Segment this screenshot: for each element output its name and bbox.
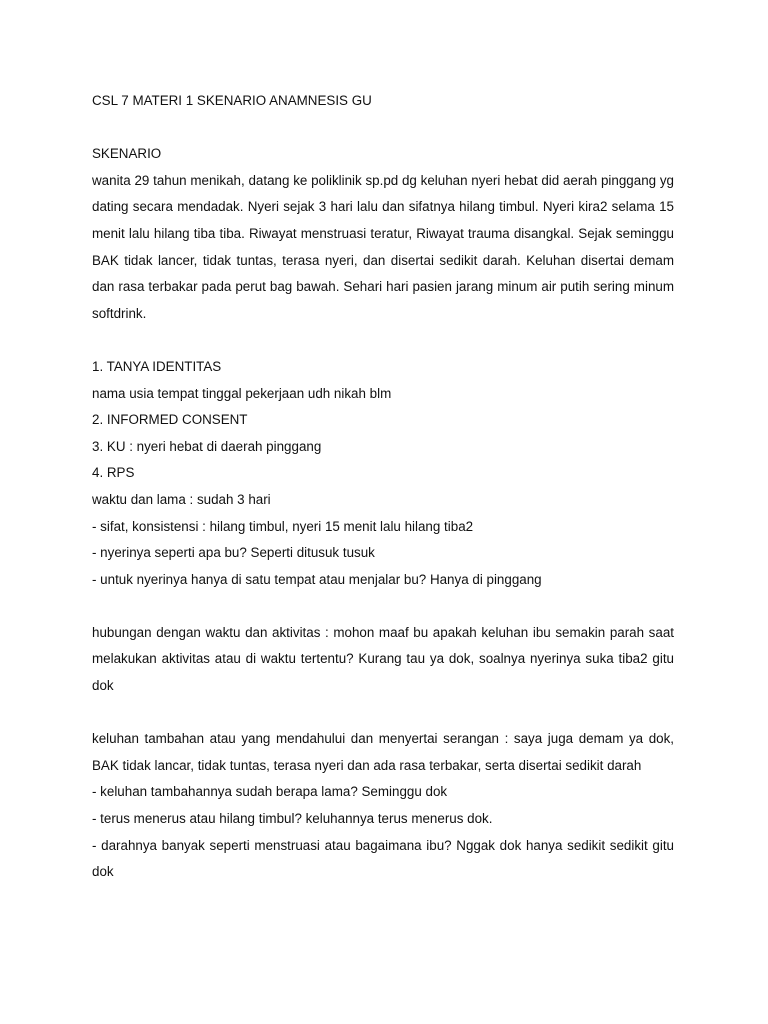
spacer [92, 700, 674, 727]
rps-sifat-line: - sifat, konsistensi : hilang timbul, nyeri 15 menit lalu hilang tiba2 [92, 518, 474, 534]
keluhan-paragraph: keluhan tambahan atau yang mendahului dan menyertai serangan : saya juga demam ya dok, BAK tidak lancar, tidak tuntas, terasa nyeri dan ada rasa terbakar, serta disertai sedikit darah [92, 731, 674, 773]
document-content [92, 88, 674, 886]
hubungan-paragraph: hubungan dengan waktu dan aktivitas : mohon maaf bu apakah keluhan ibu semakin parah saat melakukan aktivitas atau di waktu tertentu? Kurang tau ya dok, soalnya nyerinya suka tiba2 gitu dok [92, 624, 674, 694]
skenario-heading: SKENARIO [92, 146, 162, 162]
spacer [92, 593, 674, 620]
ku-line: 3. KU : nyeri hebat di daerah pinggang [92, 438, 322, 454]
keluhan-terus-line: - terus menerus atau hilang timbul? keluhannya terus menerus dok. [92, 811, 493, 827]
document-title: CSL 7 MATERI 1 SKENARIO ANAMNESIS GU [92, 93, 372, 108]
rps-heading: 4. RPS [92, 465, 135, 481]
rps-waktu-line: waktu dan lama : sudah 3 hari [92, 491, 271, 507]
skenario-paragraph: wanita 29 tahun menikah, datang ke poliklinik sp.pd dg keluhan nyeri hebat did aerah pinggang yg dating secara mendadak. Nyeri sejak 3 hari lalu dan sifatnya hilang timbul. Nyeri kira2 selama 15 menit lalu hilang tiba tiba. Riwayat menstruasi teratur, Riwayat trauma disangkal. Sejak seminggu BAK tidak lancer, tidak tuntas, terasa nyeri, dan disertai sedikit darah. Keluhan disertai demam dan rasa terbakar pada perut bag bawah. Sehari hari pasien jarang minum air putih sering minum softdrink. [92, 172, 674, 321]
spacer [92, 115, 674, 142]
informed-consent-heading: 2. INFORMED CONSENT [92, 412, 248, 428]
rps-menjalar-line: - untuk nyerinya hanya di satu tempat atau menjalar bu? Hanya di pinggang [92, 571, 542, 587]
identitas-text: nama usia tempat tinggal pekerjaan udh nikah blm [92, 385, 392, 401]
rps-seperti-line: - nyerinya seperti apa bu? Seperti ditusuk tusuk [92, 545, 375, 561]
identitas-heading: 1. TANYA IDENTITAS [92, 358, 222, 374]
keluhan-darah-paragraph: - darahnya banyak seperti menstruasi atau bagaimana ibu? Nggak dok hanya sedikit sedikit gitu dok [92, 837, 674, 880]
keluhan-lama-line: - keluhan tambahannya sudah berapa lama? Seminggu dok [92, 784, 448, 800]
spacer [92, 327, 674, 354]
